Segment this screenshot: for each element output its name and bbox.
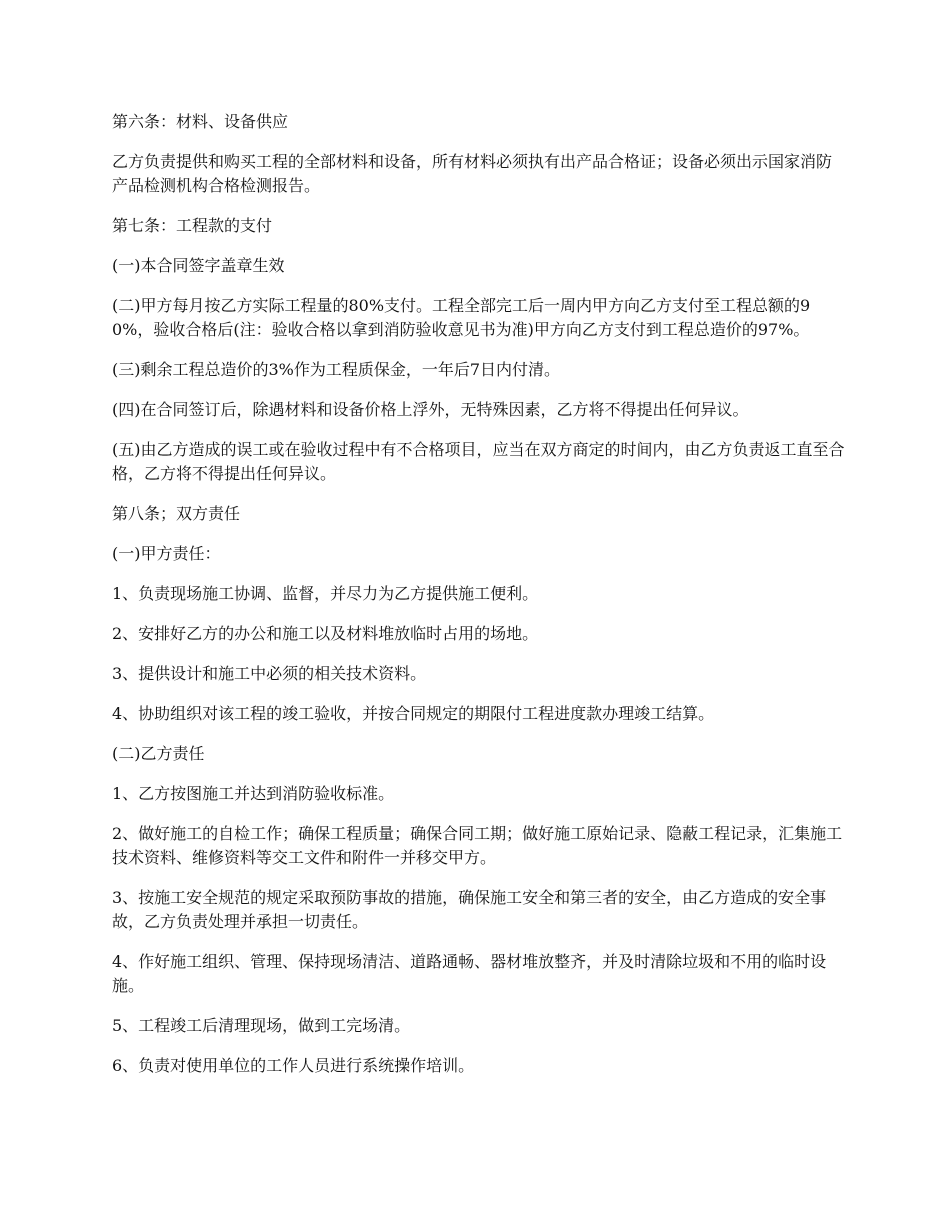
- party-a-item-2: 2、安排好乙方的办公和施工以及材料堆放临时占用的场地。: [112, 624, 539, 643]
- party-a-heading: (一)甲方责任：: [112, 544, 221, 563]
- article-7-item-3: (三)剩余工程总造价的3%作为工程质保金，一年后7日内付清。: [112, 360, 561, 379]
- document-page: [112, 110, 847, 1094]
- article-6-heading: 第六条：材料、设备供应: [112, 112, 289, 131]
- article-8-heading: 第八条；双方责任: [112, 504, 241, 523]
- party-b-item-6: 6、负责对使用单位的工作人员进行系统操作培训。: [112, 1056, 475, 1075]
- party-b-item-1: 1、乙方按图施工并达到消防验收标准。: [112, 784, 395, 803]
- party-b-heading: (二)乙方责任: [112, 744, 205, 763]
- article-7-item-2: (二)甲方每月按乙方实际工程量的80%支付。工程全部完工后一周内甲方向乙方支付至工程总额的90%，验收合格后(注：验收合格以拿到消防验收意见书为准)甲方向乙方支付到工程总造价的97%。: [112, 296, 811, 339]
- article-7-item-4: (四)在合同签订后，除遇材料和设备价格上浮外，无特殊因素，乙方将不得提出任何异议。: [112, 400, 749, 419]
- article-7-item-5: (五)由乙方造成的误工或在验收过程中有不合格项目，应当在双方商定的时间内，由乙方负责返工直至合格，乙方将不得提出任何异议。: [112, 440, 845, 483]
- party-a-item-4: 4、协助组织对该工程的竣工验收，并按合同规定的期限付工程进度款办理竣工结算。: [112, 704, 715, 723]
- party-b-item-4: 4、作好施工组织、管理、保持现场清洁、道路通畅、器材堆放整齐，并及时清除垃圾和不用的临时设施。: [112, 952, 827, 995]
- article-7-item-1: (一)本合同签字盖章生效: [112, 256, 285, 275]
- party-b-item-2: 2、做好施工的自检工作；确保工程质量；确保合同工期；做好施工原始记录、隐蔽工程记录，汇集施工技术资料、维修资料等交工文件和附件一并移交甲方。: [112, 824, 843, 867]
- party-b-item-5: 5、工程竣工后清理现场，做到工完场清。: [112, 1016, 411, 1035]
- article-7-heading: 第七条：工程款的支付: [112, 216, 273, 235]
- party-a-item-3: 3、提供设计和施工中必须的相关技术资料。: [112, 664, 427, 683]
- article-6-body: 乙方负责提供和购买工程的全部材料和设备，所有材料必须执有出产品合格证；设备必须出示国家消防产品检测机构合格检测报告。: [112, 152, 833, 195]
- party-b-item-3: 3、按施工安全规范的规定采取预防事故的措施，确保施工安全和第三者的安全，由乙方造成的安全事故，乙方负责处理并承担一切责任。: [112, 888, 827, 931]
- party-a-item-1: 1、负责现场施工协调、监督，并尽力为乙方提供施工便利。: [112, 584, 539, 603]
